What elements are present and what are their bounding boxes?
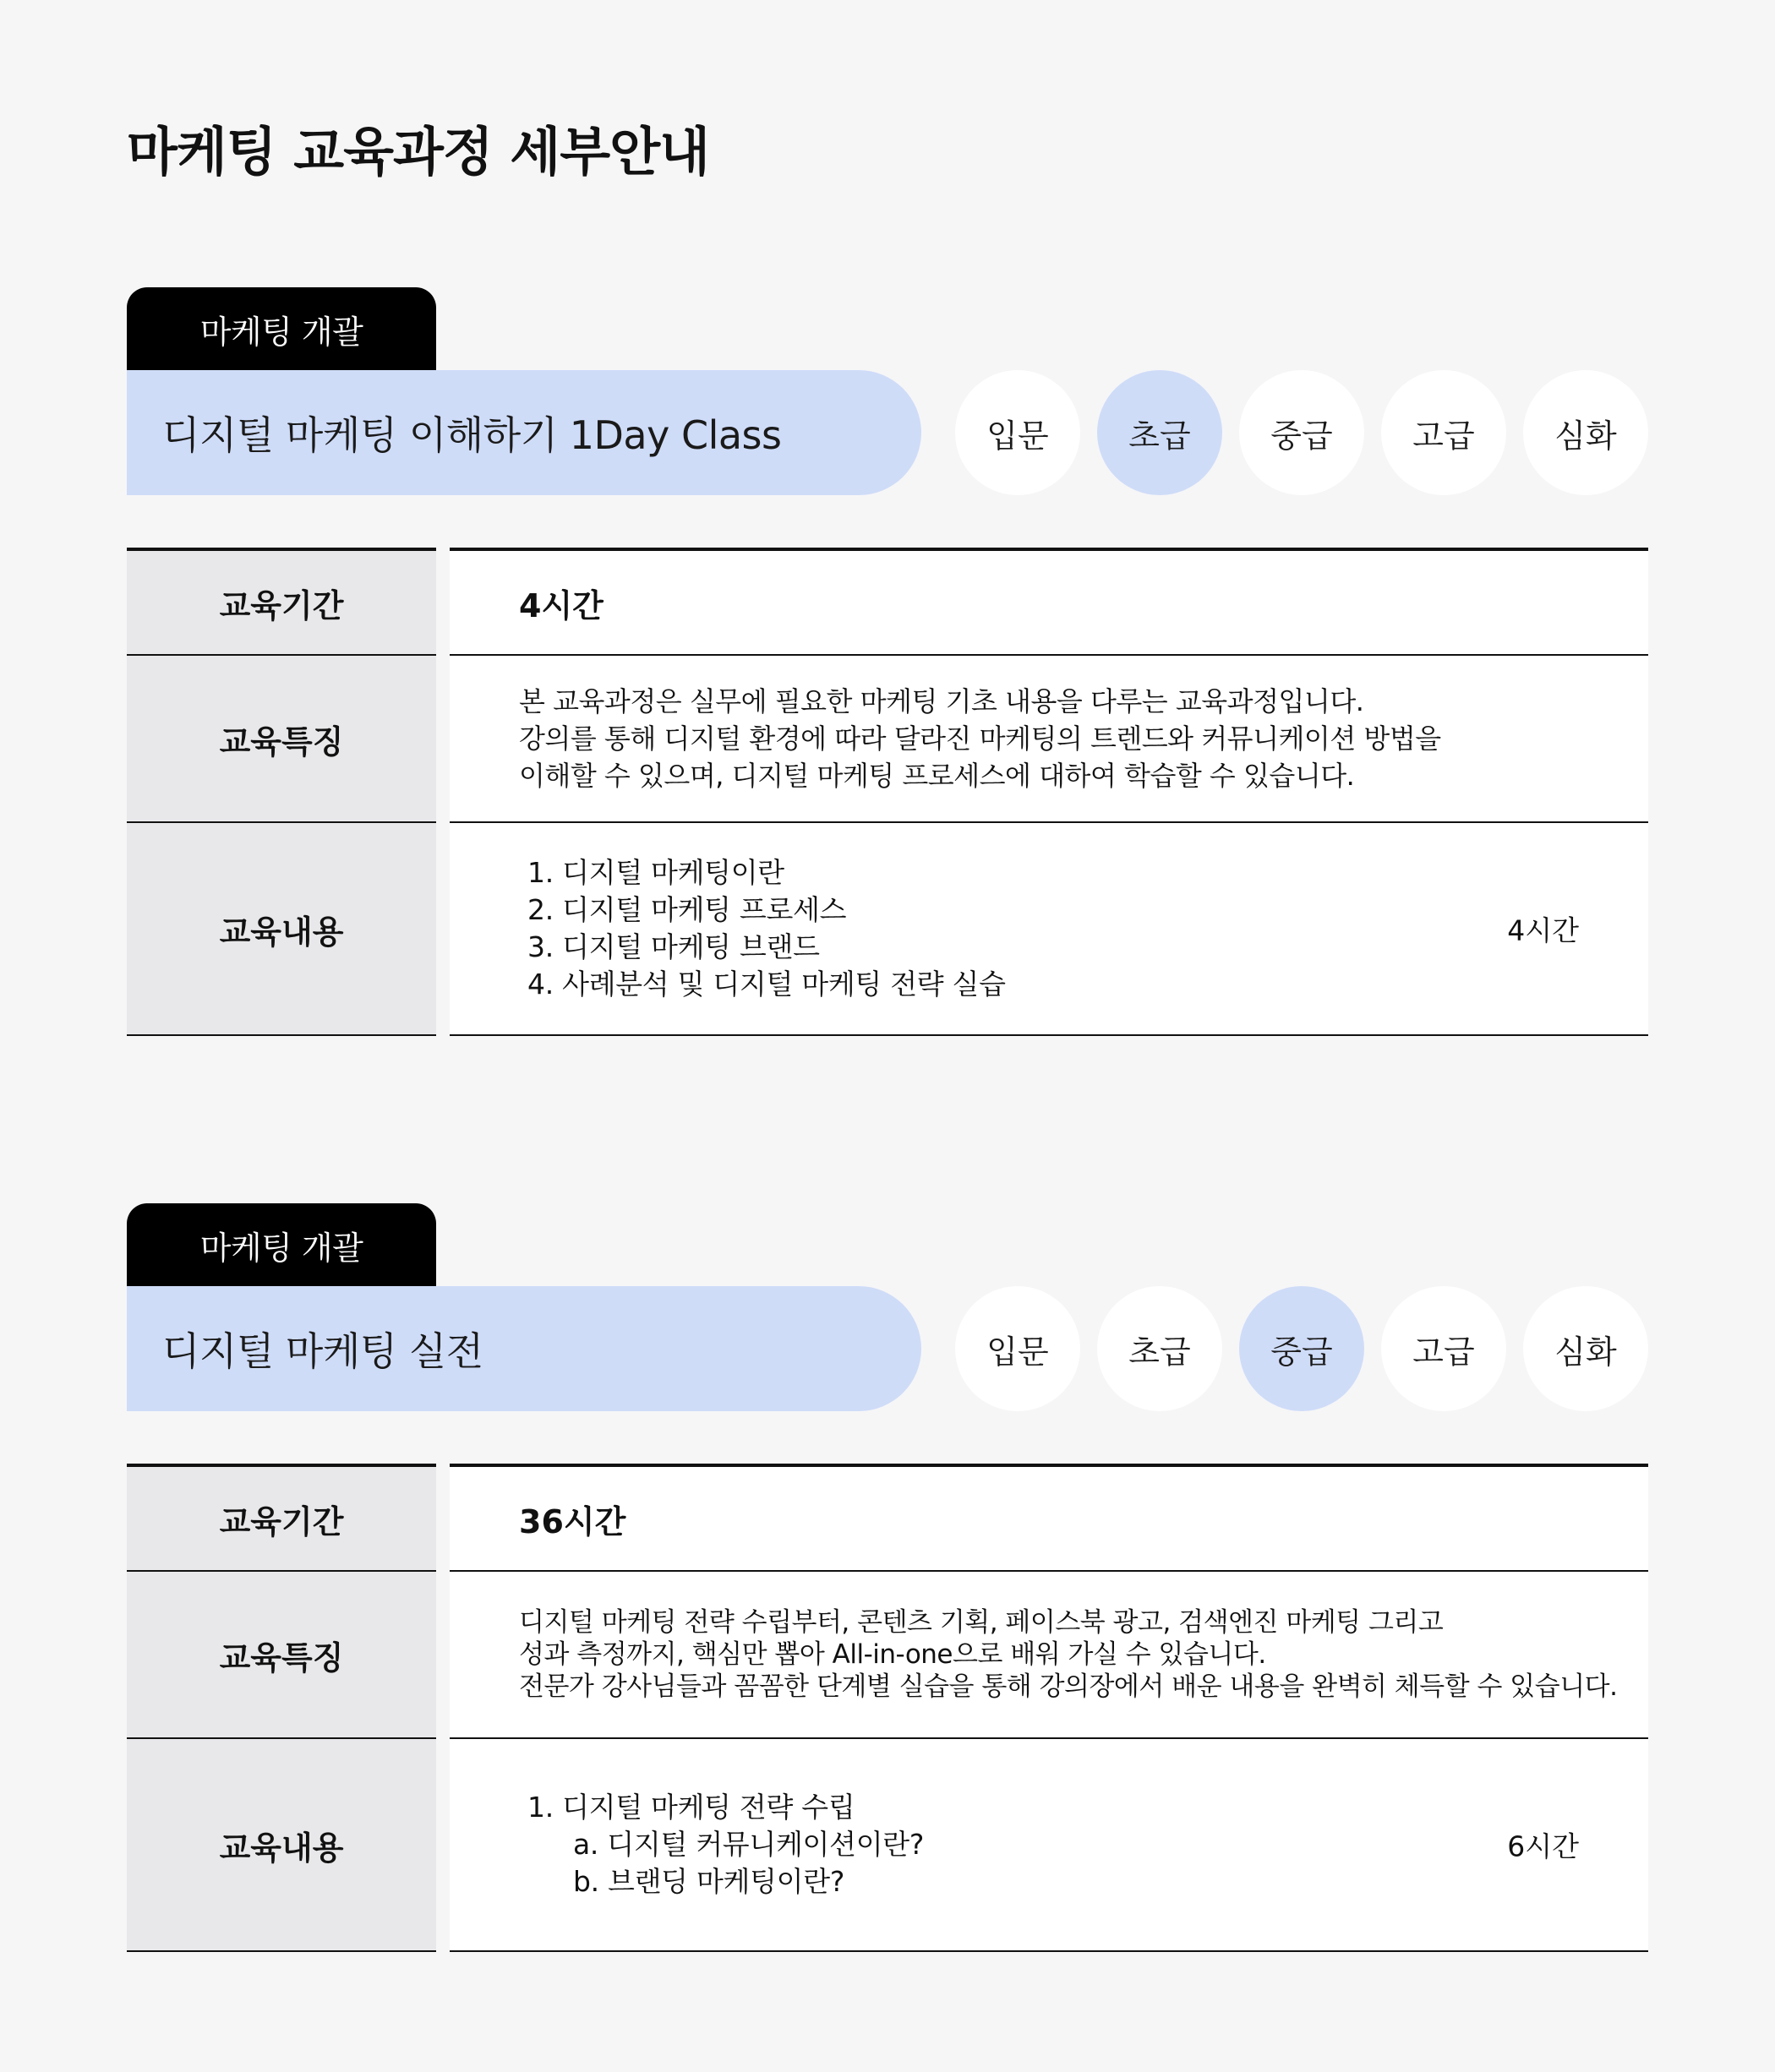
list-item: 2. 디지털 마케팅 프로세스 (527, 893, 847, 926)
features-row (127, 1572, 1648, 1739)
duration-value: 4시간 (519, 586, 604, 624)
page-title: 마케팅 교육과정 세부안내 (127, 121, 709, 183)
content-label: 교육내용 (127, 823, 436, 1036)
features-text (519, 1606, 1617, 1703)
list-item: 4. 사례분석 및 디지털 마케팅 전략 실습 (527, 968, 1006, 1001)
level-selector (955, 370, 1648, 495)
duration-label: 교육기간 (127, 1464, 436, 1572)
level-beginner: 초급 (1097, 1286, 1222, 1411)
list-item: 1. 디지털 마케팅이란 (527, 856, 784, 889)
content-list (519, 854, 1006, 1003)
content-cell (450, 1739, 1648, 1952)
features-line: 이해할 수 있으며, 디지털 마케팅 프로세스에 대하여 학습할 수 있습니다. (519, 760, 1355, 792)
features-line: 전문가 강사님들과 꼼꼼한 단계별 실습을 통해 강의장에서 배운 내용을 완벽히 체득할 수 있습니다. (519, 1671, 1618, 1702)
content-cell (450, 823, 1648, 1036)
features-line: 디지털 마케팅 전략 수립부터, 콘텐츠 기획, 페이스북 광고, 검색엔진 마케팅 그리고 (519, 1607, 1444, 1638)
content-row (127, 823, 1648, 1036)
course-info-table (127, 1464, 1648, 1952)
features-cell (450, 1572, 1648, 1739)
level-intro: 입문 (955, 1286, 1080, 1411)
duration-row (127, 548, 1648, 656)
content-label: 교육내용 (127, 1739, 436, 1952)
course-name: 디지털 마케팅 실전 (127, 1286, 921, 1411)
duration-label: 교육기간 (127, 548, 436, 656)
level-advanced: 고급 (1381, 1286, 1506, 1411)
list-item: 1. 디지털 마케팅 전략 수립 (527, 1791, 855, 1824)
list-subitem: a. 디지털 커뮤니케이션이란? (573, 1828, 925, 1861)
level-selector (955, 1286, 1648, 1411)
duration-cell (450, 548, 1648, 656)
category-tab: 마케팅 개괄 (127, 1203, 436, 1286)
level-intro: 입문 (955, 370, 1080, 495)
features-row (127, 656, 1648, 823)
level-beginner: 초급 (1097, 370, 1222, 495)
list-item: 3. 디지털 마케팅 브랜드 (527, 930, 820, 963)
level-expert: 심화 (1523, 1286, 1648, 1411)
features-line: 성과 측정까지, 핵심만 뽑아 All-in-one으로 배워 가실 수 있습니다. (519, 1639, 1266, 1670)
features-cell (450, 656, 1648, 823)
level-advanced: 고급 (1381, 370, 1506, 495)
duration-cell (450, 1464, 1648, 1572)
content-row (127, 1739, 1648, 1952)
features-label: 교육특징 (127, 1572, 436, 1739)
course-name: 디지털 마케팅 이해하기 1Day Class (127, 370, 921, 495)
duration-row (127, 1464, 1648, 1572)
content-list (519, 1789, 924, 1900)
level-expert: 심화 (1523, 370, 1648, 495)
list-subitem: b. 브랜딩 마케팅이란? (573, 1865, 845, 1898)
category-tab: 마케팅 개괄 (127, 287, 436, 370)
level-intermediate: 중급 (1239, 1286, 1364, 1411)
level-intermediate: 중급 (1239, 370, 1364, 495)
course-info-table (127, 548, 1648, 1036)
content-hours: 6시간 (1507, 1829, 1579, 1863)
features-text (519, 683, 1441, 794)
features-label: 교육특징 (127, 656, 436, 823)
duration-value: 36시간 (519, 1502, 626, 1540)
features-line: 강의를 통해 디지털 환경에 따라 달라진 마케팅의 트렌드와 커뮤니케이션 방법을 (519, 722, 1441, 755)
features-line: 본 교육과정은 실무에 필요한 마케팅 기초 내용을 다루는 교육과정입니다. (519, 685, 1364, 717)
content-hours: 4시간 (1507, 913, 1579, 947)
